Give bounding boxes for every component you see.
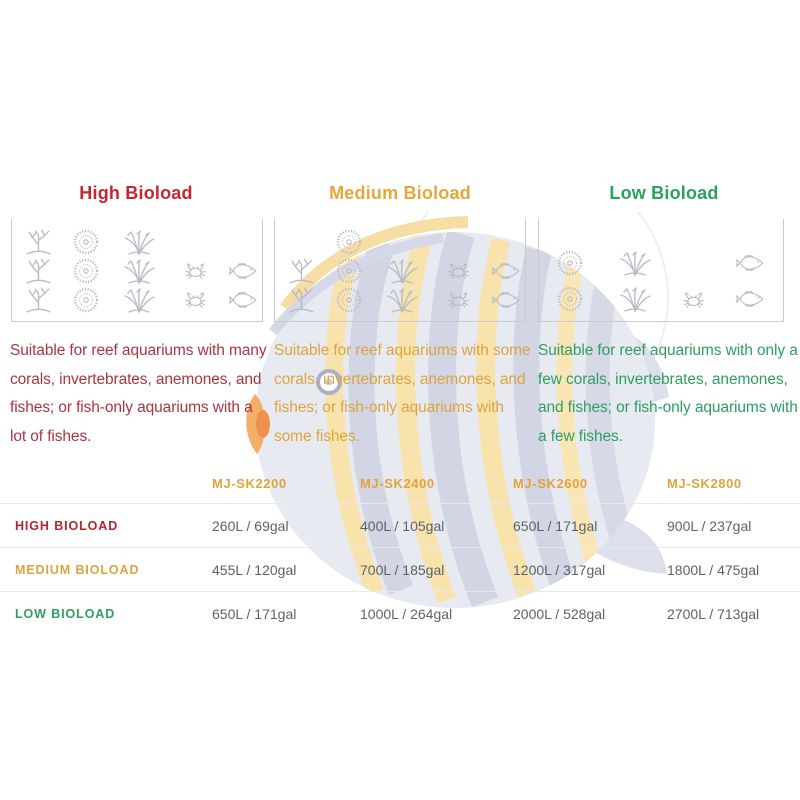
capacity-value: 400L / 105gal (360, 517, 445, 534)
crab-slot (446, 261, 471, 280)
row-label-low-bioload: LOW BIOLOAD (15, 606, 116, 621)
column-header-mj-sk2200: MJ-SK2200 (212, 475, 287, 491)
fish-icon (734, 253, 765, 273)
fish-icon (227, 290, 258, 310)
column-header-mj-sk2800: MJ-SK2800 (667, 475, 742, 491)
fish-icon (490, 290, 521, 310)
coral-icon (22, 227, 55, 256)
capacity-value: 650L / 171gal (513, 517, 598, 534)
tank-row (539, 245, 783, 281)
row-label-high-bioload: HIGH BIOLOAD (15, 518, 119, 533)
anemone-icon (336, 287, 362, 313)
section-medium-bioload (272, 180, 531, 451)
low-bioload-tank-illustration (538, 219, 784, 322)
crab-icon (446, 261, 471, 280)
medium-bioload-heading: Medium Bioload (329, 183, 471, 203)
plant-slot (382, 286, 422, 314)
capacity-value: 1200L / 317gal (513, 561, 606, 578)
section-high-bioload (8, 180, 267, 451)
section-low-bioload (536, 180, 798, 451)
fish-slot (227, 290, 258, 310)
crab-slot (183, 261, 208, 280)
crab-slot (681, 290, 706, 309)
anemone-icon (73, 287, 99, 313)
crab-icon (446, 290, 471, 309)
capacity-value: 900L / 237gal (667, 517, 752, 534)
medium-bioload-tank-illustration (274, 219, 526, 322)
coral-slot (22, 285, 55, 314)
tank-row (12, 285, 262, 314)
fish-slot (227, 261, 258, 281)
plant-icon (382, 257, 422, 285)
anemone-slot (73, 229, 99, 255)
capacity-value: 700L / 185gal (360, 561, 445, 578)
anemone-slot (73, 287, 99, 313)
table-row-low-bioload (0, 591, 800, 635)
low-bioload-heading: Low Bioload (609, 183, 719, 203)
capacity-table (0, 463, 800, 635)
plant-slot (119, 286, 159, 314)
plant-slot (382, 257, 422, 285)
plant-icon (119, 257, 159, 285)
medium-bioload-description: Suitable for reef aquariums with some corals, invertebrates, anemones, and fishes; or fish-only aquariums with some fishes. (274, 342, 531, 445)
fish-icon (734, 289, 765, 309)
high-bioload-heading: High Bioload (79, 183, 193, 203)
low-bioload-description: Suitable for reef aquariums with only a few corals, invertebrates, anemones, and fishes; or fish-only aquariums with a few fishes. (538, 342, 798, 445)
coral-icon (22, 285, 55, 314)
anemone-icon (336, 258, 362, 284)
anemone-icon (73, 258, 99, 284)
anemone-slot (557, 286, 583, 312)
coral-slot (285, 256, 318, 285)
tank-row (275, 256, 525, 285)
crab-slot (446, 290, 471, 309)
anemone-slot (336, 287, 362, 313)
coral-icon (22, 256, 55, 285)
anemone-icon (73, 229, 99, 255)
plant-icon (382, 286, 422, 314)
tank-row (12, 227, 262, 256)
anemone-icon (336, 229, 362, 255)
capacity-value: 1800L / 475gal (667, 561, 760, 578)
crab-slot (183, 290, 208, 309)
plant-icon (615, 285, 655, 313)
tank-row (275, 227, 525, 256)
fish-icon (490, 261, 521, 281)
anemone-icon (557, 286, 583, 312)
plant-icon (615, 249, 655, 277)
plant-slot (119, 228, 159, 256)
fish-slot (734, 289, 765, 309)
tank-row (12, 256, 262, 285)
anemone-slot (336, 229, 362, 255)
anemone-slot (73, 258, 99, 284)
fish-icon (227, 261, 258, 281)
table-header-row (0, 463, 800, 503)
capacity-value: 650L / 171gal (212, 605, 297, 622)
capacity-value: 2000L / 528gal (513, 605, 606, 622)
capacity-value: 2700L / 713gal (667, 605, 760, 622)
fish-slot (734, 253, 765, 273)
plant-slot (615, 285, 655, 313)
row-label-medium-bioload: MEDIUM BIOLOAD (15, 562, 140, 577)
anemone-slot (336, 258, 362, 284)
fish-slot (490, 261, 521, 281)
crab-icon (681, 290, 706, 309)
plant-icon (119, 228, 159, 256)
coral-icon (285, 285, 318, 314)
coral-icon (285, 256, 318, 285)
column-header-mj-sk2600: MJ-SK2600 (513, 475, 588, 491)
plant-slot (119, 257, 159, 285)
capacity-value: 260L / 69gal (212, 517, 289, 534)
tank-row (539, 281, 783, 317)
plant-slot (615, 249, 655, 277)
coral-slot (22, 227, 55, 256)
coral-slot (285, 285, 318, 314)
crab-icon (183, 261, 208, 280)
coral-slot (22, 256, 55, 285)
crab-icon (183, 290, 208, 309)
high-bioload-description: Suitable for reef aquariums with many corals, invertebrates, anemones, and fishes; or fish-only aquariums with a lot of fishes. (10, 342, 267, 445)
fish-slot (490, 290, 521, 310)
capacity-value: 455L / 120gal (212, 561, 297, 578)
table-row-medium-bioload (0, 547, 800, 591)
anemone-slot (557, 250, 583, 276)
anemone-icon (557, 250, 583, 276)
column-header-mj-sk2400: MJ-SK2400 (360, 475, 435, 491)
plant-icon (119, 286, 159, 314)
table-row-high-bioload (0, 503, 800, 547)
high-bioload-tank-illustration (11, 219, 263, 322)
tank-row (275, 285, 525, 314)
capacity-value: 1000L / 264gal (360, 605, 453, 622)
